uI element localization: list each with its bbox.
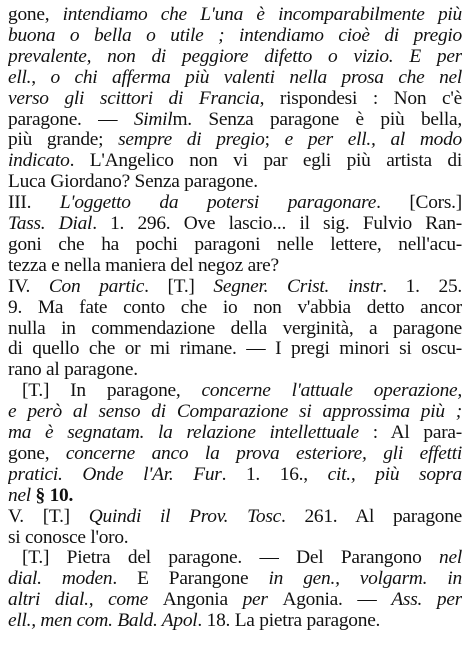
text-segment: nel — [439, 547, 462, 569]
text-segment: Tass. Dial — [8, 213, 93, 234]
text-segment: Ass. per — [391, 589, 462, 611]
text-segment: ell. — [8, 66, 32, 88]
text-segment: Luca Giordano? Senza paragone. — [8, 171, 258, 193]
text-segment: intendiamo che L'una è incomparabilmente più — [62, 4, 462, 25]
text-segment: Simil — [133, 108, 173, 130]
text-segment: più grande; — [8, 129, 119, 151]
text-segment: buona o bella o utile ; intendiamo cioè di pregio — [8, 24, 462, 46]
text-segment: per — [242, 589, 283, 611]
text-segment: . 261. Al paragone — [281, 505, 462, 527]
text-segment: Quindi il Prov. Tosc — [88, 505, 281, 527]
text-segment: . L'Angelico non vi par egli più artista di — [69, 150, 462, 172]
text-segment: ell., men com. Bald. Apol — [8, 610, 198, 632]
text-segment: nel — [8, 484, 36, 506]
text-segment: . 1. 25. — [382, 275, 462, 297]
text-segment: Angonia — [162, 589, 243, 611]
text-segment: . [Cors.] — [376, 192, 462, 214]
text-segment: nulla in commendazione della verginità, a paragone — [8, 317, 462, 339]
text-segment: . E Parangone — [112, 568, 269, 590]
text-segment: o chi afferma più valenti nella prosa che nel — [50, 66, 462, 88]
text-segment: di quello che or mi rimane. — I pregi minori si oscu- — [8, 338, 462, 360]
text-segment: Segner. Crist. instr — [213, 275, 383, 297]
text-segment: prevalente, non di peggiore difetto o vizio. E per — [8, 45, 462, 67]
text-segment: . 1. 296. Ove lascio... il sig. Fulvio Ran- — [92, 213, 462, 234]
text-segment: indicato — [8, 150, 70, 172]
text-segment: altri dial., come — [8, 589, 163, 611]
text-segment: ; — [264, 129, 285, 151]
text-segment: 9. Ma fate conto che io non v'abbia detto ancor — [8, 296, 462, 318]
text-segment: in gen., volgarm. in — [268, 568, 462, 590]
text-segment: e per ell., al modo — [284, 129, 462, 151]
text-segment: m. Senza paragone è più bella, — [172, 108, 462, 130]
text-segment: goni che ha pochi paragoni nelle lettere, nell'acu- — [8, 233, 462, 255]
text-segment: Agonia. — — [282, 589, 392, 611]
text-segment: IV. — [8, 275, 49, 297]
text-segment: pratici. Onde l'Ar. Fur — [8, 463, 222, 485]
text-segment: si conosce l'oro. — [8, 526, 129, 548]
text-segment: L'oggetto da potersi paragonare — [59, 192, 377, 214]
text-segment: verso gli scittori di Francia — [8, 87, 260, 109]
text-segment: cit., più sopra — [327, 463, 462, 485]
text-segment: , rispondesi : Non c'è — [259, 87, 462, 109]
text-segment: paragone. — — [8, 108, 134, 130]
text-segment: . [T.] — [144, 275, 214, 297]
text-segment: concerne l'attuale operazione, — [201, 380, 462, 402]
text-segment: gone, — [8, 4, 63, 25]
text-segment: § 10. — [35, 484, 74, 506]
text-segment: dial. moden — [8, 568, 113, 590]
text-segment: [T.] Pietra del paragone. — Del Parangono — [22, 547, 440, 569]
text-segment: e però al senso di Comparazione si approssima più ; — [8, 401, 462, 423]
text-segment: [T.] In paragone, — [22, 380, 202, 402]
text-segment: sempre di pregio — [118, 129, 265, 151]
text-segment: rano al paragone. — [8, 359, 138, 381]
text-segment: tezza e nella maniera del negoz are? — [8, 254, 279, 276]
text-segment: . 1. 16., — [221, 463, 328, 485]
text-segment: gone, — [8, 442, 66, 464]
text-segment: concerne anco la prova esteriore, gli effetti — [65, 442, 462, 464]
text-segment: . 18. La pietra paragone. — [197, 610, 381, 632]
text-segment: III. — [8, 192, 60, 214]
text-segment: V. [T.] — [8, 505, 89, 527]
text-segment: , — [31, 66, 51, 88]
text-line — [8, 608, 462, 634]
text-segment: Con partic — [48, 275, 145, 297]
text-segment: : Al para- — [358, 422, 462, 443]
text-segment: ma è segnatam. la relazione intellettuale — [8, 422, 359, 443]
